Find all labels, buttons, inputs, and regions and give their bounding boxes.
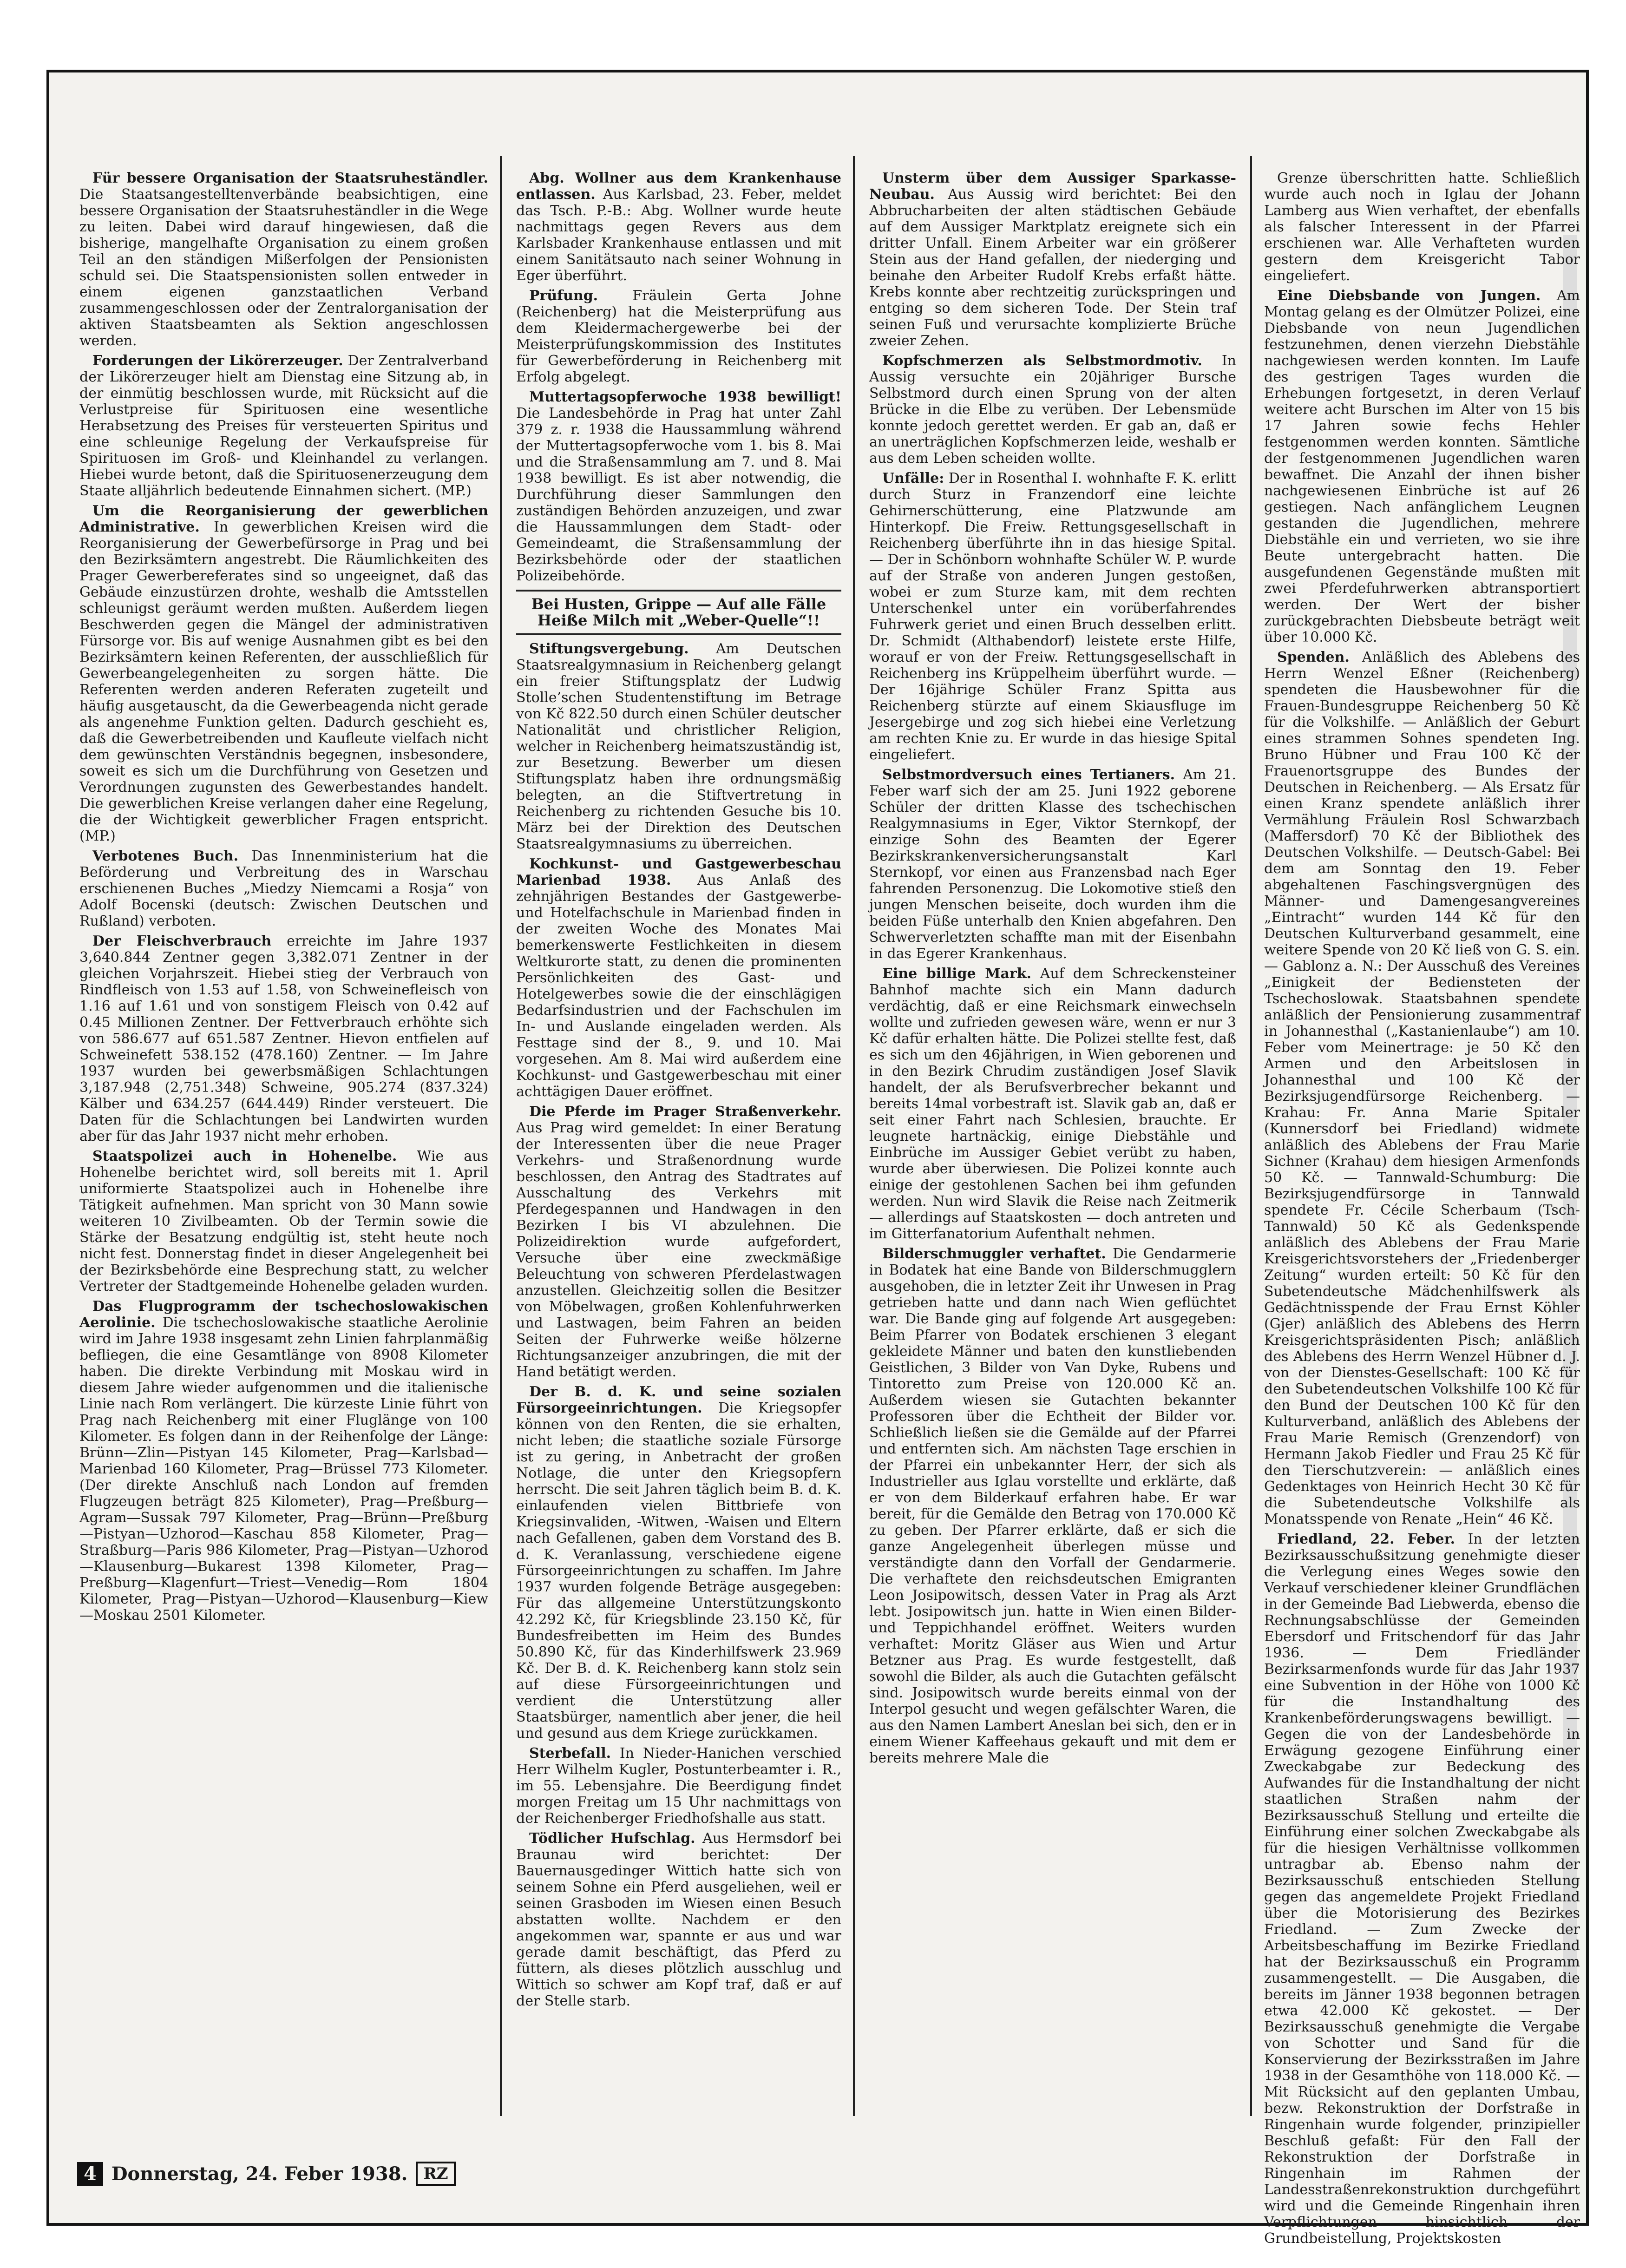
article-headline: Forderungen der Likörerzeuger.: [92, 353, 343, 369]
article-headline: Für bessere Organisation der Staatsruheständler.: [92, 170, 488, 186]
article-body: In Aussig versuchte ein 20jähriger Bursche Selbstmord durch einen Sprung von der alten Brücke in die Elbe zu verüben. Der Lebensmüde konnte jedoch gerettet werden. Er gab an, daß er an unerträglichen Kopfschmerzen leide, weshalb er aus dem Leben scheiden wollte.: [869, 353, 1236, 467]
article-paragraph: [869, 170, 1236, 349]
column-2: [516, 170, 841, 2111]
article-headline: Prüfung.: [529, 288, 598, 304]
article-paragraph: [79, 503, 488, 844]
article-body: Auf dem Schreckensteiner Bahnhof machte sich ein Mann dadurch verdächtig, daß er eine Reichsmark einwechseln wollte und zufrieden gewesen wäre, wenn er nur 3 Kč dafür erhalten hätte. Die Polizei stellte fest, daß es sich um den 46jährigen, in Wien geborenen und in den Bezirk Chrudim zuständigen Josef Slavik handelt, der als Berufsverbrecher bekannt und bereits 14mal vorbestraft ist. Slavik gab an, daß er seit einer Fahrt nach Schlesien, brauchte. Er leugnete hartnäckig, einige Diebstähle und Einbrüche im Aussiger Gebiet verübt zu haben, wurde aber überwiesen. Die Polizei konnte auch einige der gestohlenen Sachen bei ihm gefunden werden. Nun wird Slavik die Reise nach Zeitmerik — allerdings auf Staatskosten — doch antreten und im Gitterfanatorium Aufenthalt nehmen.: [869, 966, 1236, 1242]
article-paragraph: [516, 1104, 841, 1380]
article-paragraph: [516, 1830, 841, 2009]
article-headline: Unfälle:: [882, 470, 944, 486]
article-headline: Das Flugprogramm der tschechoslowakischen Aerolinie.: [79, 1298, 488, 1331]
article-paragraph: [869, 470, 1236, 763]
article-headline: Staatspolizei auch in Hohenelbe.: [92, 1148, 397, 1164]
publisher-mark: RZ: [416, 2162, 455, 2186]
article-body: Die tschechoslowakische staatliche Aerolinie wird im Jahre 1938 insgesamt zehn Linien fahrplanmäßig befliegen, die eine Gesamtlänge von 8908 Kilometer haben. Die direkte Verbindung mit Moskau wird in diesem Jahre wieder aufgenommen und die italienische Linie nach Rom verlängert. Die kürzeste Linie führt von Prag nach Reichenberg mit einer Fluglänge von 100 Kilometer. Es folgen dann in der Reihenfolge der Länge: Brünn—Zlin—Pistyan 145 Kilometer, Prag—Karlsbad—Marienbad 160 Kilometer, Prag—Brüssel 773 Kilometer. (Der direkte Anschluß nach London auf fremden Flugzeugen beträgt 825 Kilometer), Prag—Preßburg—Agram—Sussak 797 Kilometer, Prag—Brünn—Preßburg—Pistyan—Uzhorod—Kaschau 858 Kilometer, Prag—Straßburg—Paris 986 Kilometer, Prag—Pistyan—Uzhorod—Klausenburg—Bukarest 1398 Kilometer, Prag—Preßburg—Klagenfurt—Triest—Venedig—Rom 1804 Kilometer, Prag—Pistyan—Uzhorod—Klausenburg—Kiew—Moskau 2501 Kilometer.: [79, 1315, 488, 1624]
article-paragraph: [516, 1384, 841, 1742]
article-body: Die Kriegsopfer können von den Renten, die sie erhalten, nicht leben; die staatliche soziale Fürsorge ist zu gering, in Anbetracht der großen Notlage, die unter den Kriegsopfern herrscht. Die seit Jahren täglich beim B. d. K. einlaufenden vielen Bittbriefe von Kriegsinvaliden, -Witwen, -Waisen und Eltern nach Gefallenen, gaben dem Vorstand des B. d. K. Veranlassung, verschiedene eigene Fürsorgeeinrichtungen zu schaffen. Im Jahre 1937 wurden folgende Beträge ausgegeben: Für das allgemeine Unterstützungskonto 42.292 Kč, für Kriegsblinde 23.150 Kč, für Bundesfreibetten im Heim des Bundes 50.890 Kč, für das Kinderhilfswerk 23.969 Kč. Der B. d. K. Reichenberg kann stolz sein auf diese Fürsorgeeinrichtungen und verdient die Unterstützung aller Staatsbürger, namentlich aber jener, die heil und gesund aus dem Kriege zurückkamen.: [516, 1400, 841, 1742]
article-paragraph: [869, 767, 1236, 962]
article-paragraph: [1264, 649, 1580, 1527]
article-headline: Stiftungsvergebung.: [529, 641, 689, 657]
article-paragraph: [79, 1148, 488, 1295]
article-paragraph: [79, 353, 488, 499]
page-number: 4: [77, 2162, 103, 2186]
article-headline: Um die Reorganisierung der gewerblichen Administrative.: [79, 503, 488, 535]
article-body: Grenze überschritten hatte. Schließlich wurde auch noch in Iglau der Johann Lamberg aus Wien verhaftet, der ebenfalls als falscher Interessent in der Pfarrei erschienen war. Alle Verhafteten wurden gestern dem Kreisgericht Tabor eingeliefert.: [1264, 170, 1580, 284]
article-body: Am Deutschen Staatsrealgymnasium in Reichenberg gelangt ein freier Stiftungsplatz der Ludwig Stolle’schen Studentenstiftung im Betrage von Kč 822.50 durch einen Schüler deutscher Nationalität und christlicher Religion, welcher in Reichenberg heimatszuständig ist, zur Besetzung. Bewerber um diesen Stiftungsplatz haben ihre ordnungsmäßig belegten, an die Stiftvertretung in Reichenberg zu richtenden Gesuche bis 10. März bei der Direktion des Deutschen Staatsrealgymnasiums zu überreichen.: [516, 641, 841, 852]
column-1: [79, 170, 488, 2111]
article-body: In gewerblichen Kreisen wird die Reorganisierung der Gewerbefürsorge in Prag und bei den Bezirksämtern angestrebt. Die Räumlichkeiten des Prager Gewerbereferates sind so ungeeignet, daß das Gebäude einzustürzen drohte, weshalb die Amtsstellen schleunigst geräumt werden mußten. Außerdem liegen Beschwerden gegen die Mängel der administrativen Fürsorge vor. Bis auf wenige Ausnahmen gibt es bei den Bezirksämtern keinen Referenten, der ausschließlich für Gewerbeangelegenheiten zu sorgen hätte. Die Referenten werden anderen Referaten zugeteilt und häufig ausgetauscht, da die Gewerbeagenda nicht gerade als angenehme Funktion gelten. Dadurch geschieht es, daß die Gewerbetreibenden und Kaufleute vielfach nicht dem gewünschten Verständnis begegnen, insbesondere, soweit es sich um die Durchführung von Gesetzen und Verordnungen zugunsten des Gewerbestandes handelt. Die gewerblichen Kreise verlangen daher eine Regelung, die der Wichtigkeit gewerblicher Fragen entspricht. (MP.): [79, 519, 488, 844]
article-headline: Friedland, 22. Feber.: [1277, 1531, 1456, 1547]
article-body: Aus Anlaß des zehnjährigen Bestandes der Gastgewerbe- und Hotelfachschule in Marienbad finden in der zweiten Woche des Monates Mai bemerkenswerte Festlichkeiten in diesem Weltkurorte statt, zu denen die prominenten Persönlichkeiten des Gast- und Hotelgewerbes sowie die der einschlägigen Bedarfsindustrien und der Fachschulen im In- und Auslande eingeladen werden. Als Festtage sind der 8., 9. und 10. Mai vorgesehen. Am 8. Mai wird außerdem eine Kochkunst- und Gastgewerbeschau mit einer achttägigen Dauer eröffnet.: [516, 872, 841, 1100]
article-body: erreichte im Jahre 1937 3,640.844 Zentner gegen 3,382.071 Zentner in der gleichen Vorjahrszeit. Hiebei stieg der Verbrauch von Rindfleisch von 1.53 auf 1.58, von Schweinefleisch von 1.16 auf 1.61 und von sonstigem Fleisch von 0.42 auf 0.45 Millionen Zentner. Der Fettverbrauch erhöhte sich von 586.677 auf 651.587 Zentner. Hievon entfielen auf Schweinefett 538.152 (478.160) Zentner. — Im Jahre 1937 wurden bei gewerbsmäßigen Schlachtungen 3,187.948 (2,751.348) Schweine, 905.274 (837.324) Kälber und 634.257 (644.449) Rinder versteuert. Die Daten für die Schlachtungen bei Landwirten wurden aber für das Jahr 1937 nicht mehr erhoben.: [79, 933, 489, 1144]
article-paragraph: [869, 353, 1236, 467]
article-headline: Bilderschmuggler verhaftet.: [882, 1246, 1106, 1262]
article-body: Am Montag gelang es der Olmützer Polizei, eine Diebsbande von neun Jugendlichen festzunehmen, denen vierzehn Diebstähle nachgewiesen werden konnten. Im Laufe des gestrigen Tages wurden die Erhebungen fortgesetzt, in deren Verlauf weitere acht Burschen im Alter von 15 bis 17 Jahren sowie fechs Hehler festgenommen werden konnten. Sämtliche der festgenommenen Jugendlichen waren bewaffnet. Die Anzahl der ihnen bisher nachgewiesenen Einbrüche ist auf 26 gestiegen. Nach anfänglichem Leugnen gestanden die Jugendlichen, mehrere Diebstähle ein und verrieten, wo sie ihre Beute untergebracht hatten. Die ausgefundenen Gegenstände mußten mit zwei Pferdefuhrwerken abtransportiert werden. Der Wert der bisher zurückgebrachten Diebsbeute beträgt weit über 10.000 Kč.: [1264, 288, 1580, 645]
article-headline: Abg. Wollner aus dem Krankenhause entlassen.: [516, 170, 841, 203]
article-paragraph: [516, 170, 841, 284]
article-paragraph: [516, 389, 841, 584]
article-headline: Kopfschmerzen als Selbstmordmotiv.: [882, 353, 1202, 369]
page-footer: [77, 2162, 456, 2186]
article-headline: Sterbefall.: [529, 1745, 611, 1762]
article-body: Der Zentralverband der Likörerzeuger hielt am Dienstag eine Sitzung ab, in der einmütig beschlossen wurde, mit Rücksicht auf die Verlustpreise für Spirituosen eine wesentliche Herabsetzung des Preises für versteuerten Spiritus und eine schleunige Regelung der Verkaufspreise für Spirituosen im Groß- und Kleinhandel zu verlangen. Hiebei wurde betont, daß die Spirituosenerzeugung dem Staate alljährlich bedeutende Einnahmen sichert. (MP.): [79, 353, 489, 499]
article-body: In der letzten Bezirksausschußsitzung genehmigte dieser die Verlegung eines Weges sowie den Verkauf verschiedener kleiner Grundflächen in der Gemeinde Bad Liebwerda, ebenso die Rechnungsabschlüsse der Gemeinden Ebersdorf und Fritschendorf für das Jahr 1936. — Dem Friedländer Bezirksarmenfonds wurde für das Jahr 1937 eine Subvention in der Höhe von 1000 Kč für die Instandhaltung des Krankenbeförderungswagens bewilligt. — Gegen die von der Landesbehörde in Erwägung gezogene Einführung einer Zweckabgabe zur Bedeckung des Aufwandes für die Instandhaltung der nicht staatlichen Straßen nahm der Bezirksausschuß Stellung und erteilte die Einführung einer solchen Zweckabgabe als für die hiesigen Verhältnisse vollkommen untragbar ab. Ebenso nahm der Bezirksausschuß entschieden Stellung gegen das angemeldete Projekt Friedland über die Motorisierung des Bezirkes Friedland. — Zum Zwecke der Arbeitsbeschaffung im Bezirke Friedland hat der Bezirksausschuß ein Programm zusammengestellt. — Die Ausgaben, die bereits im Jänner 1938 begonnen betragen etwa 42.000 Kč gekostet. — Der Bezirksausschuß genehmigte die Vergabe von Schotter und Sand für die Konservierung der Bezirksstraßen im Jahre 1938 in der Gesamthöhe von 118.000 Kč. — Mit Rücksicht auf den geplanten Umbau, bezw. Rekonstruktion der Dorfstraße in Ringenhain wurde folgender, prinzipieller Beschluß gefaßt: Für den Fall der Rekonstruktion der Dorfstraße in Ringenhain im Rahmen der Landesstraßenrekonstruktion durchgeführt wird und die Gemeinde Ringenhain ihren Verpflichtungen hinsichtlich der Grundbeistellung, Projektskosten: [1264, 1531, 1580, 2247]
article-paragraph: [79, 1298, 488, 1624]
article-headline: Die Pferde im Prager Straßenverkehr.: [529, 1104, 841, 1120]
article-paragraph: [869, 966, 1236, 1242]
article-headline: Eine Diebsbande von Jungen.: [1277, 288, 1541, 304]
newspaper-page: [46, 70, 1589, 2247]
article-paragraph: [79, 170, 488, 349]
article-body: Die Staatsangestelltenverbände beabsichtigen, eine bessere Organisation der Staatsruheständler in die Wege zu leiten. Dabei wird darauf hingewiesen, daß die bisherige, mangelhafte Organisation zu einem großen Teil an den ständigen Mißerfolgen der Pensionisten schuld sei. Die Staatspensionisten sollen entweder in einem eigenen ganzstaatlichen Verband zusammengeschlossen oder der Zentralorganisation der aktiven Staatsbeamten als Sektion angeschlossen werden.: [79, 186, 488, 349]
article-paragraph: [79, 933, 488, 1144]
article-body: Aus Prag wird gemeldet: In einer Beratung der Interessenten über die neue Prager Verkehrs- und Straßenordnung wurde beschlossen, den Antrag des Stadtrates auf Ausschaltung des Verkehrs mit Pferdegespannen und Handwagen in den Bezirken I bis VI abzulehnen. Die Polizeidirektion wurde aufgefordert, Versuche über eine zweckmäßige Beleuchtung von schweren Pferdelastwagen anzustellen. Gleichzeitig sollen die Besitzer von Möbelwagen, großen Kohlenfuhrwerken und Lastwagen, beim Fahren an beiden Seiten der Fuhrwerke weiße hölzerne Richtungsanzeiger anzubringen, die mit der Hand betätigt werden.: [516, 1120, 841, 1380]
article-body: Die Landesbehörde in Prag hat unter Zahl 379 z. r. 1938 die Haussammlung während der Muttertagsopferwoche vom 1. bis 8. Mai und die Straßensammlung am 7. und 8. Mai 1938 bewilligt. Es ist aber notwendig, die Durchführung dieser Sammlungen den zuständigen Behörden anzuzeigen, und zwar die Haussammlungen dem Stadt- oder Gemeindeamt, die Straßensammlung der Bezirksbehörde oder der staatlichen Polizeibehörde.: [516, 405, 841, 584]
article-body: Fräulein Gerta Johne (Reichenberg) hat die Meisterprüfung aus dem Kleidermachergewerbe bei der Meisterprüfungskommission des Institutes für Gewerbeförderung in Reichenberg mit Erfolg abgelegt.: [516, 288, 841, 385]
issue-date: Donnerstag, 24. Feber 1938.: [111, 2163, 408, 2185]
advertisement-notice: Bei Husten, Grippe — Auf alle Fälle Heiße Milch mit „Weber-Quelle“!!: [516, 590, 841, 635]
article-body: Aus Hermsdorf bei Braunau wird berichtet: Der Bauernausgedinger Wittich hatte sich von seinem Sohne ein Pferd ausgeliehen, weil er seinen Grasboden im Wiesen einen Besuch abstatten wollte. Nachdem er den angekommen war, spannte er aus und war gerade damit beschäftigt, das Pferd zu füttern, als dieses plötzlich ausschlug und Wittich so schwer am Kopf traf, daß er auf der Stelle starb.: [516, 1830, 841, 2009]
article-body: Die Gendarmerie in Bodatek hat eine Bande von Bilderschmugglern ausgehoben, die in letzter Zeit ihr Unwesen in Prag getrieben hatte und dann nach Wien geflüchtet war. Die Bande ging auf folgende Art ausgegeben: Beim Pfarrer von Bodatek erschienen 3 elegant gekleidete Männer und baten den kunstliebenden Geistlichen, 3 Bilder von Van Dyke, Rubens und Tintoretto zum Preise von 120.000 Kč an. Außerdem wiesen sie Gutachten bekannter Professoren über die Echtheit der Bilder vor. Schließlich ließen sie die Gemälde auf der Pfarrei und entfernten sich. Am nächsten Tage erschien in der Pfarrei ein unbekannter Herr, der sich als Industrieller aus Iglau vorstellte und erklärte, daß er von dem Bilderkauf erfahren habe. Er war bereit, für die Gemälde den Betrag von 170.000 Kč zu geben. Der Pfarrer erklärte, daß er sich die ganze Angelegenheit überlegen müsse und verständigte dann den Vorfall der Gendarmerie. Die verhaftete den reichsdeutschen Emigranten Leon Josipowitsch, dessen Vater in Prag als Arzt lebt. Josipowitsch jun. hatte in Wien einen Bilder- und Teppichhandel eröffnet. Weiters wurden verhaftet: Moritz Gläser aus Wien und Artur Betzner aus Prag. Es wurde festgestellt, daß sowohl die Bilder, als auch die Gutachten gefälscht sind. Josipowitsch wurde bereits einmal von der Interpol gesucht und wegen gefälschter Waren, die aus den Namen Lambert Aneslan bei sich, den er in einem Wiener Kaffeehaus gekauft und mit dem er bereits mehrere Male die: [869, 1246, 1236, 1766]
article-headline: Spenden.: [1277, 649, 1350, 665]
article-paragraph: [1264, 1531, 1580, 2247]
article-body: Das Innenministerium hat die Beförderung und Verbreitung des in Warschau erschienenen Buches „Miedzy Niemcami a Rosja“ von Adolf Bocenski (deutsch: Zwischen Deutschen und Rußland) verboten.: [79, 848, 488, 929]
article-headline: Tödlicher Hufschlag.: [529, 1830, 695, 1847]
article-headline: Verbotenes Buch.: [92, 848, 239, 864]
article-headline: Der B. d. K. und seine sozialen Fürsorgeeinrichtungen.: [516, 1384, 841, 1416]
article-body: Aus Karlsbad, 23. Feber, meldet das Tsch. P.-B.: Abg. Wollner wurde heute nachmittags gegen Revers aus dem Karlsbader Krankenhause entlassen und mit einem Sanitätsauto nach seiner Wohnung in Eger überführt.: [516, 186, 841, 284]
column-3: [869, 170, 1236, 2111]
article-body: In Nieder-Hanichen verschied Herr Wilhelm Kugler, Postunterbeamter i. R., im 55. Lebensjahre. Die Beerdigung findet morgen Freitag um 15 Uhr nachmittags von der Reichenberger Friedhofshalle aus statt.: [516, 1745, 841, 1827]
article-headline: Eine billige Mark.: [882, 966, 1031, 982]
article-body: Wie aus Hohenelbe berichtet wird, soll bereits mit 1. April uniformierte Staatspolizei auch in Hohenelbe ihre Tätigkeit aufnehmen. Man spricht von 30 Mann sowie weiteren 10 Zivilbeamten. Ob der Termin sowie die Stärke der Besatzung endgültig ist, steht heute noch nicht fest. Donnerstag findet in dieser Angelegenheit bei der Bezirksbehörde eine Besprechung statt, zu welcher Vertreter der Stadtgemeinde Hohenelbe geladen wurden.: [79, 1148, 488, 1295]
column-4: [1264, 170, 1580, 2247]
article-paragraph: [79, 848, 488, 929]
article-headline: Kochkunst- und Gastgewerbeschau Marienbad 1938.: [516, 856, 841, 888]
column-rule: [1250, 156, 1252, 2116]
article-body: Aus Aussig wird berichtet: Bei den Abbrucharbeiten der alten städtischen Gebäude auf dem Aussiger Marktplatz ereignete sich ein dritter Unfall. Einem Arbeiter war ein größerer Stein aus der Hand gefallen, der niederging und beinahe den Arbeiter Rudolf Krebs erfaßt hätte. Krebs konnte aber rechtzeitig zurückspringen und entging so dem sicheren Tode. Der Stein traf seinen Fuß und verursachte komplizierte Brüche zweier Zehen.: [869, 186, 1236, 349]
article-headline: Unsterm über dem Aussiger Sparkasse-Neubau.: [869, 170, 1236, 203]
article-paragraph: [869, 1246, 1236, 1766]
article-paragraph: [516, 856, 841, 1100]
article-body: Anläßlich des Ablebens des Herrn Wenzel Eßner (Reichenberg) spendeten die Hausbewohner für die Frauen-Bundesgruppe Reichenberg 50 Kč für die Volkshilfe. — Anläßlich der Geburt eines strammen Sohnes spendeten Ing. Bruno Hübner und Frau 100 Kč der Frauenortsgruppe des Bundes der Deutschen in Reichenberg. — Als Ersatz für einen Kranz spendete anläßlich ihrer Vermählung Fräulein Rosl Schwarzbach (Maffersdorf) 70 Kč der Bibliothek des Deutschen Volkshilfe. — Deutsch-Gabel: Bei dem am Sonntag den 19. Feber abgehaltenen Faschingsvergnügen des Männer- und Damengesangvereines „Eintracht“ wurden 144 Kč für den Deutschen Kulturverband gesammelt, eine weitere Spende von 20 Kč ließ von G. S. ein. — Gablonz a. N.: Der Ausschuß des Vereines „Einigkeit der Bediensteten der Tschechoslowak. Staatsbahnen spendete anläßlich der Pensionierung zusammentraf in Johannesthal („Kastanienlaube“) am 10. Feber vom Meinertrage: je 50 Kč den Armen und den Arbeitslosen in Johannesthal und 100 Kč der Bezirksjugendfürsorge Reichenberg. — Krahau: Fr. Anna Marie Spitaler (Kunnersdorf bei Friedland) widmete anläßlich des Ablebens der Frau Marie Sichner (Krahau) dem hiesigen Armenfonds 50 Kč. — Tannwald-Schumburg: Die Bezirksjugendfürsorge in Tannwald spendete Fr. Cécile Scherbaum (Tsch-Tannwald) 50 Kč als Gedenkspende anläßlich des Ablebens der Frau Marie Kreisgerichtsvorstehers der „Friedenberger Zeitung“ wurden erteilt: 50 Kč für den Subetendeutsche Mädchenhilfswerk als Gedächtnisspende der Frau Ernst Köhler (Gjer) anläßlich des Ablebens des Herrn Kreisgerichtspräsidenten Pisch; anläßlich des Ablebens des Herrn Wenzel Hübner d. J. von der Dienstes-Gesellschaft: 100 Kč für den Subetendeutschen Volkshilfe 100 Kč für den Bund der Deutschen 100 Kč für den Kulturverband, anläßlich des Ablebens der Frau Marie Remisch (Grenzendorf) von Hermann Jakob Fiedler und Frau 25 Kč für den Tierschutzverein: — anläßlich eines Gedenktages von Heinrich Hecht 30 Kč für die Subetendeutsche Volkshilfe als Monatsspende von Renate „Hein“ 46 Kč.: [1264, 649, 1580, 1527]
article-paragraph: [516, 288, 841, 385]
article-paragraph: [516, 641, 841, 852]
article-headline: Muttertagsopferwoche 1938 bewilligt!: [529, 389, 841, 405]
article-headline: Der Fleischverbrauch: [92, 933, 272, 949]
column-rule: [853, 156, 855, 2116]
article-body: Der in Rosenthal I. wohnhafte F. K. erlitt durch Sturz in Franzendorf eine leichte Gehirnerschütterung, eine Platzwunde am Hinterkopf. Die Freiw. Rettungsgesellschaft in Reichenberg überführte ihn in das hiesige Spital. — Der in Schönborn wohnhafte Schüler W. P. wurde auf der Straße von anderen Jungen gestoßen, wobei er zum Sturze kam, mit dem rechten Unterschenkel unter ein vorüberfahrendes Fuhrwerk geriet und einen Bruch desselben erlitt. Dr. Schmidt (Althabendorf) leistete erste Hilfe, worauf er von der Freiw. Rettungsgesellschaft in Reichenberg ins Krüppelheim überführt wurde. — Der 16jährige Schüler Franz Spitta aus Reichenberg stürzte auf einem Skiausfluge im Jesergebirge und zog sich hiebei eine Verletzung am rechten Knie zu. Er wurde in das hiesige Spital eingeliefert.: [869, 470, 1236, 763]
article-paragraph: [1264, 170, 1580, 284]
article-paragraph: [1264, 288, 1580, 645]
column-rule: [500, 156, 502, 2116]
article-headline: Selbstmordversuch eines Tertianers.: [882, 767, 1175, 783]
article-paragraph: [516, 1745, 841, 1827]
article-body: Am 21. Feber warf sich der am 25. Juni 1922 geborene Schüler der dritten Klasse des tschechischen Realgymnasiums in Eger, Viktor Sternkopf, der einzige Sohn des Beamten der Egerer Bezirkskrankenversicherungsanstalt Karl Sternkopf, vor einen aus Franzensbad nach Eger fahrenden Personenzug. Die Lokomotive stieß den jungen Menschen beiseite, doch wurden ihm die beiden Füße unterhalb den Knien abgefahren. Den Schwerverletzten schaffte man mit der Eisenbahn in das Egerer Krankenhaus.: [869, 767, 1236, 962]
